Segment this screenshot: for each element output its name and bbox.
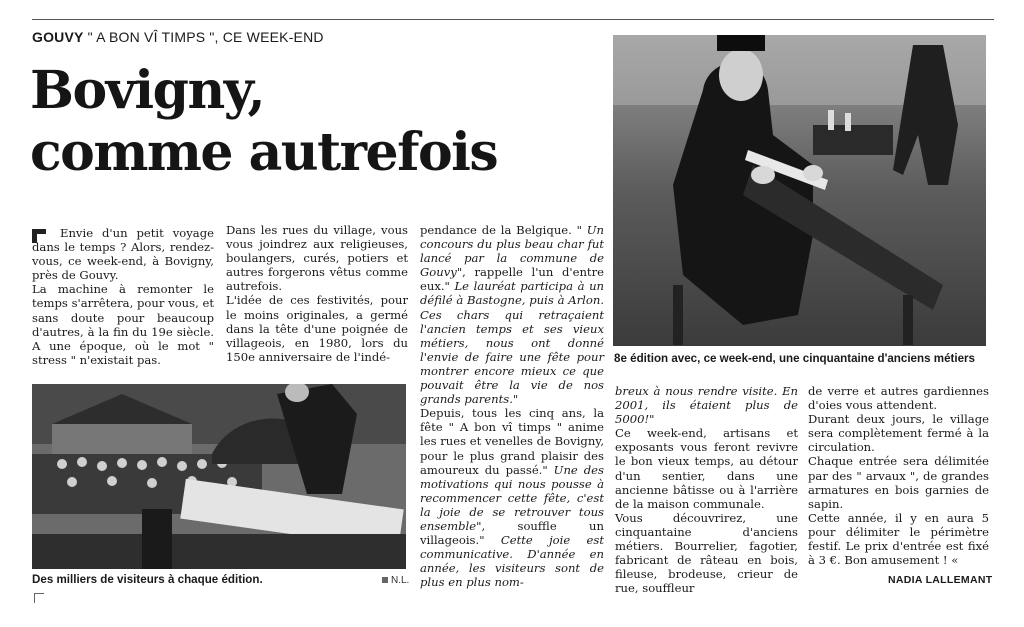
article-column-3 xyxy=(420,223,604,589)
quote-run: Un concours du plus beau char fut lancé par la commune de Gouvy xyxy=(420,223,604,280)
quote-run: Le lauréat participa à un défilé à Bastogne, puis à Arlon. Ces chars qui retraçaient l'ancien temps et ses vieux métiers, nous ont donné l'envie de faire une fête pour montrer encore mieux ce que pouvait être la vie de nos grands parents. xyxy=(420,279,604,407)
photo-craftsman xyxy=(613,35,986,346)
photo-credit: N.L. xyxy=(382,575,409,586)
paragraph: de verre et autres gardiennes d'oies vous attendent. xyxy=(808,384,989,413)
headline-line-2: comme autrefois xyxy=(30,122,498,183)
photo-crowd-image xyxy=(32,384,406,569)
headline-line-1: Bovigny, xyxy=(30,60,265,121)
headline xyxy=(30,60,610,184)
article-column-2 xyxy=(226,223,408,364)
crop-mark xyxy=(34,593,44,603)
photo-crowd xyxy=(32,384,406,569)
paragraph: L'idée de ces festivités, pour le moins originales, a germé dans la tête d'une poignée de villageois, en 1980, lors du 150e anniversaire de l'indé- xyxy=(226,293,408,364)
paragraph xyxy=(420,406,604,589)
kicker-location: GOUVY xyxy=(32,29,84,45)
paragraph: Vous découvrirez, une cinquantaine d'anciens métiers. Bourrelier, fagotier, fabricant de râteau en bois, fileuse, brodeuse, crieur de rue, souffleur xyxy=(615,510,798,596)
paragraph: Envie d'un petit voyage dans le temps ? Alors, rendez-vous, ce week-end, à Bovigny, près de Gouvy. xyxy=(32,226,214,283)
quote-run: " Cette joie est communicative. D'année en année, les visiteurs sont de plus en plus nom- xyxy=(420,533,604,590)
text-run: " xyxy=(512,392,519,407)
article-column-4 xyxy=(615,384,798,595)
paragraph: Dans les rues du village, vous vous joindrez aux religieuses, boulangers, curés, potiers et autres forgerons vêtus comme autrefois. xyxy=(226,223,408,294)
paragraph: Cette année, il y en aura 5 pour délimiter le périmètre festif. Le prix d'entrée est fixé à 3 €. Bon amusement ! « xyxy=(808,510,989,568)
text-run: ", souffle un villageois. xyxy=(420,518,604,548)
author-signature: NADIA LALLEMANT xyxy=(888,574,993,586)
paragraph xyxy=(420,223,604,406)
text-run: ", rappelle l'un d'entre eux." xyxy=(420,265,604,294)
paragraph: Ce week-end, artisans et exposants vous feront revivre le bon vieux temps, au détour d'un sentier, dans une ancienne bâtisse ou à l'arrière de la maison communale. xyxy=(615,426,798,511)
paragraph: Chaque entrée sera délimitée par des " arvaux ", de grandes armatures en bois garnies de sapin. xyxy=(808,454,989,511)
article-column-5 xyxy=(808,384,989,567)
kicker xyxy=(32,29,324,45)
top-rule xyxy=(32,19,994,20)
photo-craftsman-image xyxy=(613,35,986,346)
photo-crowd-caption: Des milliers de visiteurs à chaque édition. xyxy=(32,573,263,586)
article-column-1 xyxy=(32,226,214,367)
text-run: Depuis, tous les cinq ans, la fête " A bon vî timps " anime les rues et venelles de Bovigny, pour le plus grand plaisir des amoureux du passé. xyxy=(420,406,604,477)
paragraph: La machine à remonter le temps s'arrêtera, pour vous, et sans doute pour beaucoup d'autres, à la fin du 19e siècle. A une époque, où le mot " stress " n'existait pas. xyxy=(32,282,214,367)
paragraph: Durant deux jours, le village sera complètement fermé à la circulation. xyxy=(808,412,989,455)
text-run: pendance de la Belgique. " xyxy=(420,223,582,237)
quote-run: " Une des motivations qui nous pousse à recommencer cette fête, c'est la joie de se retrouver tous ensemble xyxy=(420,462,604,533)
kicker-topic: " A BON VÎ TIMPS ", CE WEEK-END xyxy=(87,29,324,45)
paragraph: breux à nous rendre visite. En 2001, ils étaient plus de 5000!" xyxy=(615,384,798,427)
photo-craftsman-caption: 8e édition avec, ce week-end, une cinquantaine d'anciens métiers xyxy=(614,352,976,365)
